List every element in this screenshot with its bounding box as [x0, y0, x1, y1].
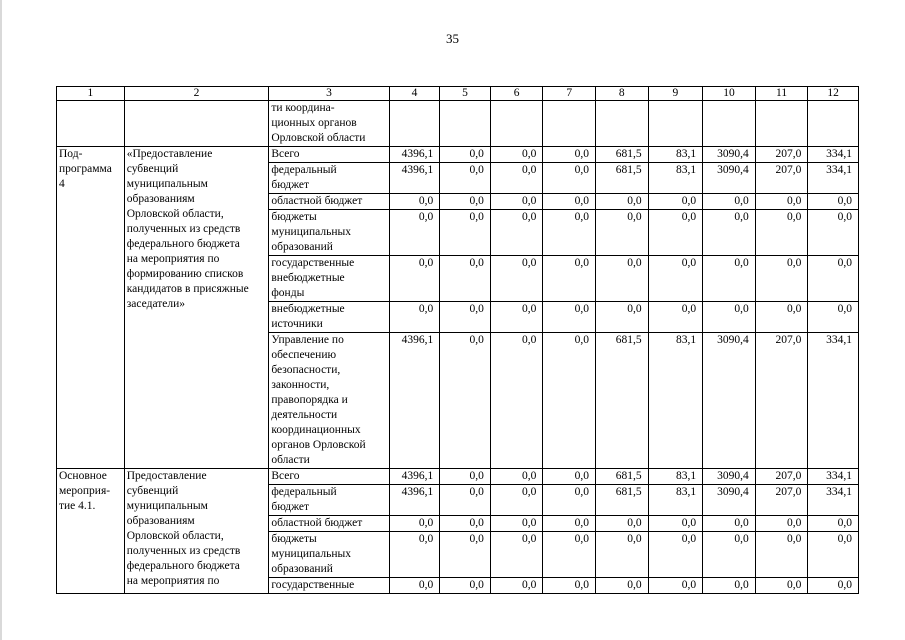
column-number: 10 [703, 87, 756, 101]
value-cell: 0,0 [490, 210, 543, 256]
value-cell: 681,5 [595, 469, 648, 485]
label-cell [57, 101, 125, 147]
column-number: 4 [389, 87, 440, 101]
value-cell: 0,0 [389, 210, 440, 256]
funding-source: бюджеты муниципальных образований [269, 210, 389, 256]
value-cell: 334,1 [808, 147, 859, 163]
value-cell: 0,0 [703, 194, 756, 210]
value-cell: 0,0 [703, 532, 756, 578]
value-cell: 0,0 [440, 210, 491, 256]
value-cell: 0,0 [703, 516, 756, 532]
funding-source: федеральный бюджет [269, 163, 389, 194]
funding-source: государственные внебюджетные фонды [269, 256, 389, 302]
value-cell: 3090,4 [703, 333, 756, 469]
value-cell [755, 101, 808, 147]
column-number: 12 [808, 87, 859, 101]
value-cell: 0,0 [543, 516, 596, 532]
value-cell: 0,0 [543, 210, 596, 256]
value-cell: 334,1 [808, 163, 859, 194]
column-number: 11 [755, 87, 808, 101]
block-label: Основное мероприя- тие 4.1. [57, 469, 125, 594]
value-cell [648, 101, 703, 147]
value-cell: 0,0 [648, 532, 703, 578]
funding-source: Всего [269, 147, 389, 163]
value-cell [595, 101, 648, 147]
value-cell: 0,0 [490, 469, 543, 485]
value-cell: 0,0 [543, 302, 596, 333]
value-cell: 0,0 [490, 532, 543, 578]
funding-source: внебюджетные источники [269, 302, 389, 333]
value-cell: 0,0 [490, 147, 543, 163]
value-cell: 0,0 [389, 532, 440, 578]
value-cell: 83,1 [648, 469, 703, 485]
value-cell: 0,0 [490, 302, 543, 333]
value-cell: 334,1 [808, 469, 859, 485]
value-cell: 0,0 [648, 256, 703, 302]
column-number: 6 [490, 87, 543, 101]
value-cell: 0,0 [755, 532, 808, 578]
value-cell [543, 101, 596, 147]
value-cell: 334,1 [808, 485, 859, 516]
value-cell: 0,0 [595, 516, 648, 532]
value-cell: 0,0 [648, 578, 703, 594]
funding-source: областной бюджет [269, 516, 389, 532]
value-cell: 4396,1 [389, 333, 440, 469]
value-cell: 0,0 [389, 516, 440, 532]
value-cell: 0,0 [648, 210, 703, 256]
column-number: 8 [595, 87, 648, 101]
value-cell: 0,0 [648, 302, 703, 333]
value-cell: 0,0 [389, 256, 440, 302]
value-cell: 0,0 [755, 256, 808, 302]
value-cell: 0,0 [490, 485, 543, 516]
column-number: 9 [648, 87, 703, 101]
source-cell: ти координа- ционных органов Орловской области [269, 101, 389, 147]
value-cell: 0,0 [755, 194, 808, 210]
budget-table [56, 86, 859, 594]
value-cell: 4396,1 [389, 469, 440, 485]
funding-source: областной бюджет [269, 194, 389, 210]
value-cell: 0,0 [440, 163, 491, 194]
value-cell: 0,0 [440, 485, 491, 516]
value-cell: 0,0 [595, 578, 648, 594]
value-cell: 0,0 [440, 469, 491, 485]
value-cell: 0,0 [490, 256, 543, 302]
value-cell: 681,5 [595, 333, 648, 469]
header-row [57, 87, 859, 101]
block-label: Под- программа 4 [57, 147, 125, 469]
value-cell: 0,0 [808, 516, 859, 532]
column-number: 5 [440, 87, 491, 101]
value-cell: 0,0 [440, 532, 491, 578]
column-number: 1 [57, 87, 125, 101]
value-cell: 4396,1 [389, 163, 440, 194]
funding-source: федеральный бюджет [269, 485, 389, 516]
value-cell: 207,0 [755, 485, 808, 516]
value-cell: 0,0 [543, 532, 596, 578]
column-number: 3 [269, 87, 389, 101]
value-cell: 0,0 [808, 256, 859, 302]
value-cell: 0,0 [490, 578, 543, 594]
value-cell: 0,0 [543, 163, 596, 194]
value-cell: 0,0 [440, 578, 491, 594]
value-cell: 207,0 [755, 333, 808, 469]
value-cell: 0,0 [703, 256, 756, 302]
value-cell: 0,0 [595, 302, 648, 333]
value-cell: 0,0 [808, 210, 859, 256]
value-cell: 3090,4 [703, 469, 756, 485]
value-cell: 83,1 [648, 147, 703, 163]
funding-source: Всего [269, 469, 389, 485]
funding-source: Управление по обеспечению безопасности, законности, правопорядка и деятельности координационных органов Орловской области [269, 333, 389, 469]
value-cell: 0,0 [490, 194, 543, 210]
value-cell: 0,0 [703, 578, 756, 594]
value-cell: 0,0 [808, 578, 859, 594]
continuation-row [57, 101, 859, 147]
value-cell: 0,0 [595, 532, 648, 578]
value-cell: 0,0 [440, 194, 491, 210]
value-cell: 0,0 [755, 302, 808, 333]
value-cell: 0,0 [543, 194, 596, 210]
value-cell: 0,0 [543, 485, 596, 516]
value-cell: 0,0 [595, 210, 648, 256]
page-number: 35 [446, 31, 459, 46]
value-cell: 4396,1 [389, 485, 440, 516]
value-cell: 0,0 [490, 333, 543, 469]
value-cell: 0,0 [755, 578, 808, 594]
column-number: 2 [124, 87, 269, 101]
description-cell [124, 101, 269, 147]
value-cell: 0,0 [808, 532, 859, 578]
value-cell: 0,0 [389, 578, 440, 594]
value-cell: 681,5 [595, 163, 648, 194]
funding-source: государственные [269, 578, 389, 594]
value-cell: 0,0 [595, 194, 648, 210]
value-cell: 0,0 [543, 333, 596, 469]
page-edge [0, 0, 2, 640]
value-cell: 0,0 [490, 516, 543, 532]
value-cell: 334,1 [808, 333, 859, 469]
table-row [57, 469, 859, 485]
value-cell: 0,0 [389, 194, 440, 210]
value-cell: 0,0 [440, 147, 491, 163]
value-cell: 0,0 [755, 516, 808, 532]
value-cell: 0,0 [543, 578, 596, 594]
value-cell: 0,0 [543, 469, 596, 485]
value-cell: 0,0 [808, 302, 859, 333]
value-cell: 0,0 [703, 302, 756, 333]
block-description: Предоставление субвенций муниципальным образованиям Орловской области, полученных из средств федерального бюджета на мероприятия по [124, 469, 269, 594]
value-cell: 3090,4 [703, 485, 756, 516]
value-cell: 0,0 [543, 256, 596, 302]
value-cell [490, 101, 543, 147]
value-cell: 0,0 [440, 516, 491, 532]
value-cell: 0,0 [490, 163, 543, 194]
value-cell: 0,0 [703, 210, 756, 256]
value-cell: 0,0 [440, 333, 491, 469]
value-cell: 0,0 [595, 256, 648, 302]
value-cell [440, 101, 491, 147]
value-cell: 83,1 [648, 163, 703, 194]
value-cell: 3090,4 [703, 147, 756, 163]
value-cell: 0,0 [440, 256, 491, 302]
value-cell [808, 101, 859, 147]
value-cell: 3090,4 [703, 163, 756, 194]
column-number: 7 [543, 87, 596, 101]
value-cell: 83,1 [648, 333, 703, 469]
value-cell [703, 101, 756, 147]
value-cell: 681,5 [595, 147, 648, 163]
value-cell: 0,0 [755, 210, 808, 256]
value-cell: 0,0 [543, 147, 596, 163]
value-cell: 207,0 [755, 469, 808, 485]
value-cell: 0,0 [389, 302, 440, 333]
value-cell: 0,0 [808, 194, 859, 210]
value-cell: 4396,1 [389, 147, 440, 163]
block-description: «Предоставление субвенций муниципальным образованиям Орловской области, полученных из средств федерального бюджета на мероприятия по формированию списков кандидатов в присяжные заседатели» [124, 147, 269, 469]
value-cell: 0,0 [440, 302, 491, 333]
value-cell: 207,0 [755, 147, 808, 163]
funding-source: бюджеты муниципальных образований [269, 532, 389, 578]
value-cell: 207,0 [755, 163, 808, 194]
value-cell: 0,0 [648, 194, 703, 210]
value-cell: 681,5 [595, 485, 648, 516]
value-cell: 83,1 [648, 485, 703, 516]
table-row [57, 147, 859, 163]
value-cell [389, 101, 440, 147]
value-cell: 0,0 [648, 516, 703, 532]
